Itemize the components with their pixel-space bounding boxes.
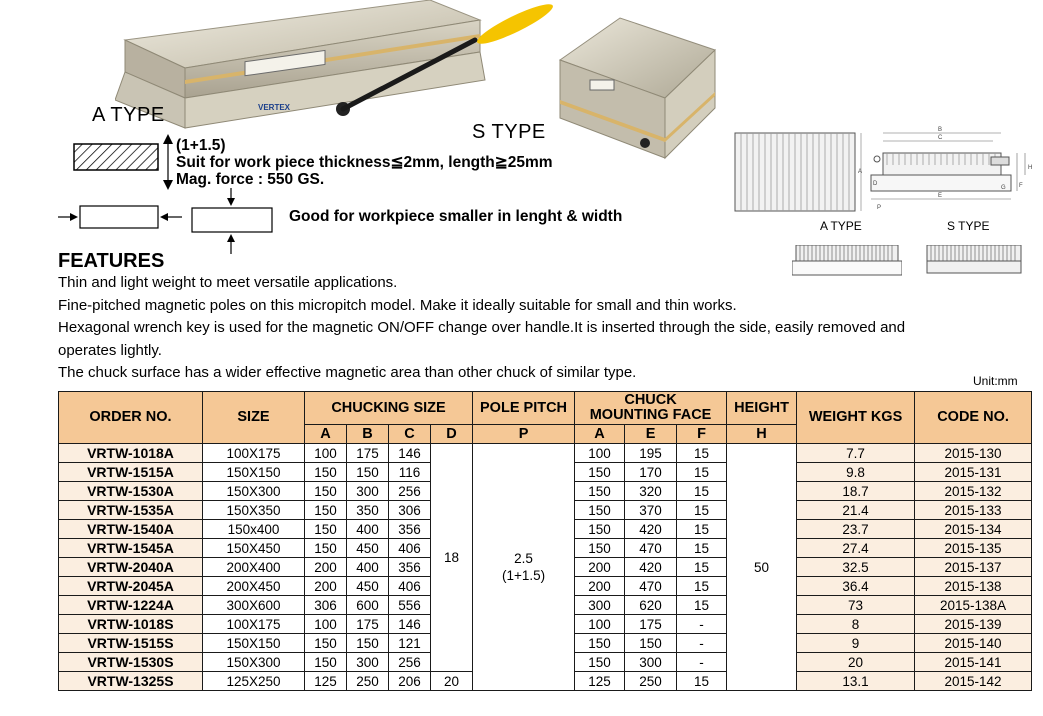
dim-e: E	[938, 193, 943, 199]
cell-chucking-d: 18	[431, 444, 473, 672]
subheader-a: A	[305, 425, 347, 444]
cell-mount-e: 470	[625, 539, 677, 558]
cell-chucking-c: 146	[389, 615, 431, 634]
features-title: FEATURES	[58, 250, 165, 272]
cell-code-no: 2015-140	[915, 634, 1032, 653]
cell-mount-f: 15	[677, 501, 727, 520]
drawing-a-type-label: A TYPE	[820, 219, 862, 233]
cell-code-no: 2015-133	[915, 501, 1032, 520]
cell-weight: 7.7	[797, 444, 915, 463]
cell-mount-a: 150	[575, 463, 625, 482]
cell-code-no: 2015-139	[915, 615, 1032, 634]
cell-weight: 9.8	[797, 463, 915, 482]
cell-chucking-a: 200	[305, 558, 347, 577]
cell-mount-a: 150	[575, 634, 625, 653]
cell-chucking-b: 400	[347, 558, 389, 577]
cell-size: 150X150	[203, 463, 305, 482]
cell-order-no: VRTW-1515S	[59, 634, 203, 653]
cell-chucking-a: 150	[305, 482, 347, 501]
cell-mount-a: 150	[575, 520, 625, 539]
cell-mount-e: 420	[625, 558, 677, 577]
header-size: SIZE	[203, 392, 305, 444]
workpiece-length-icon	[190, 188, 274, 254]
cell-code-no: 2015-131	[915, 463, 1032, 482]
cell-chucking-a: 150	[305, 501, 347, 520]
cell-mount-f: 15	[677, 577, 727, 596]
cell-chucking-b: 250	[347, 672, 389, 691]
header-chucking-size: CHUCKING SIZE	[305, 392, 473, 425]
cell-mount-e: 150	[625, 634, 677, 653]
subheader-mount-e: E	[625, 425, 677, 444]
cell-chucking-d: 20	[431, 672, 473, 691]
cell-mount-f: 15	[677, 444, 727, 463]
cell-mount-e: 620	[625, 596, 677, 615]
cell-order-no: VRTW-1530A	[59, 482, 203, 501]
cell-order-no: VRTW-2045A	[59, 577, 203, 596]
spec-thickness: Suit for work piece thickness≦2mm, length≧25mm	[176, 154, 553, 171]
cell-mount-e: 470	[625, 577, 677, 596]
cell-code-no: 2015-138A	[915, 596, 1032, 615]
cell-chucking-b: 400	[347, 520, 389, 539]
header-code-no: CODE NO.	[915, 392, 1032, 444]
cell-mount-a: 100	[575, 444, 625, 463]
header-pole-pitch: POLE PITCH	[473, 392, 575, 425]
cell-mount-a: 200	[575, 577, 625, 596]
cell-weight: 32.5	[797, 558, 915, 577]
feature-line: Fine-pitched magnetic poles on this micropitch model. Make it ideally suitable for small and thin works.	[58, 296, 737, 314]
cell-mount-a: 200	[575, 558, 625, 577]
cell-mount-a: 100	[575, 615, 625, 634]
spec-table	[58, 391, 1032, 691]
cell-mount-f: 15	[677, 482, 727, 501]
subheader-p: P	[473, 425, 575, 444]
cell-mount-f: 15	[677, 558, 727, 577]
cell-mount-a: 300	[575, 596, 625, 615]
cell-chucking-a: 150	[305, 520, 347, 539]
cell-code-no: 2015-135	[915, 539, 1032, 558]
s-type-profile-icon	[926, 245, 1022, 275]
pole-pitch-detail: (1+1.5)	[501, 568, 546, 583]
workpiece-width-icon	[56, 203, 184, 231]
cell-chucking-a: 100	[305, 444, 347, 463]
cell-chucking-c: 121	[389, 634, 431, 653]
cell-code-no: 2015-132	[915, 482, 1032, 501]
cell-weight: 13.1	[797, 672, 915, 691]
a-type-title: A TYPE	[92, 104, 165, 126]
cell-mount-f: -	[677, 615, 727, 634]
cell-order-no: VRTW-1545A	[59, 539, 203, 558]
cell-height: 50	[727, 444, 797, 691]
drawing-s-type-label: S TYPE	[947, 219, 990, 233]
header-height: HEIGHT	[727, 392, 797, 425]
subheader-h: H	[727, 425, 797, 444]
cell-order-no: VRTW-1018A	[59, 444, 203, 463]
cell-chucking-b: 175	[347, 444, 389, 463]
dimension-drawing	[733, 125, 1038, 220]
cell-code-no: 2015-142	[915, 672, 1032, 691]
cell-mount-e: 195	[625, 444, 677, 463]
cell-mount-a: 125	[575, 672, 625, 691]
cell-mount-f: 15	[677, 672, 727, 691]
cell-mount-f: -	[677, 634, 727, 653]
cell-order-no: VRTW-2040A	[59, 558, 203, 577]
table-row	[59, 444, 1032, 463]
dim-b: B	[938, 127, 943, 133]
cell-chucking-c: 356	[389, 558, 431, 577]
cell-chucking-c: 356	[389, 520, 431, 539]
cell-order-no: VRTW-1535A	[59, 501, 203, 520]
cell-weight: 27.4	[797, 539, 915, 558]
cell-mount-e: 320	[625, 482, 677, 501]
header-order-no: ORDER NO.	[59, 392, 203, 444]
cell-chucking-a: 100	[305, 615, 347, 634]
header-mounting-face-line: MOUNTING FACE	[589, 407, 712, 423]
dim-p: P	[877, 205, 882, 211]
s-type-title: S TYPE	[472, 121, 546, 143]
cell-size: 300X600	[203, 596, 305, 615]
cell-mount-a: 150	[575, 501, 625, 520]
cell-size: 100X175	[203, 615, 305, 634]
header-chuck-mounting-face	[575, 392, 727, 425]
cell-size: 200X450	[203, 577, 305, 596]
cell-weight: 36.4	[797, 577, 915, 596]
cell-size: 200X400	[203, 558, 305, 577]
cell-chucking-a: 150	[305, 539, 347, 558]
spec-pole-pitch: (1+1.5)	[176, 137, 226, 154]
cell-chucking-c: 306	[389, 501, 431, 520]
cell-chucking-a: 306	[305, 596, 347, 615]
cell-mount-e: 420	[625, 520, 677, 539]
cell-mount-a: 150	[575, 539, 625, 558]
cell-chucking-b: 350	[347, 501, 389, 520]
cell-order-no: VRTW-1224A	[59, 596, 203, 615]
cell-pole-pitch	[473, 444, 575, 691]
cell-chucking-a: 150	[305, 634, 347, 653]
cell-chucking-a: 200	[305, 577, 347, 596]
cell-mount-f: 15	[677, 539, 727, 558]
cell-mount-a: 150	[575, 482, 625, 501]
cell-weight: 18.7	[797, 482, 915, 501]
cell-size: 150x400	[203, 520, 305, 539]
cell-order-no: VRTW-1515A	[59, 463, 203, 482]
cell-chucking-b: 450	[347, 539, 389, 558]
cell-chucking-b: 150	[347, 463, 389, 482]
cell-order-no: VRTW-1530S	[59, 653, 203, 672]
feature-line: Hexagonal wrench key is used for the magnetic ON/OFF change over handle.It is inserted through the side, easily removed and	[58, 319, 906, 336]
cell-size: 150X300	[203, 653, 305, 672]
cell-chucking-b: 300	[347, 482, 389, 501]
dim-h: H	[1028, 165, 1033, 171]
cell-weight: 9	[797, 634, 915, 653]
cell-code-no: 2015-138	[915, 577, 1032, 596]
unit-label: Unit:mm	[973, 374, 1018, 388]
header-weight: WEIGHT KGS	[797, 392, 915, 444]
cell-order-no: VRTW-1540A	[59, 520, 203, 539]
cell-mount-e: 170	[625, 463, 677, 482]
header-chuck-line: CHUCK	[624, 392, 677, 408]
dim-c: C	[938, 135, 943, 141]
subheader-mount-a: A	[575, 425, 625, 444]
cell-size: 150X150	[203, 634, 305, 653]
cell-chucking-c: 116	[389, 463, 431, 482]
features-list	[58, 272, 905, 385]
cell-size: 150X300	[203, 482, 305, 501]
dim-a: A	[858, 169, 863, 175]
feature-line: The chuck surface has a wider effective magnetic area than other chuck of similar type.	[58, 364, 637, 381]
cell-chucking-c: 146	[389, 444, 431, 463]
dim-g: G	[1001, 185, 1006, 191]
cell-mount-e: 300	[625, 653, 677, 672]
s-type-chuck-photo	[540, 10, 720, 170]
cell-chucking-c: 256	[389, 653, 431, 672]
cell-chucking-a: 150	[305, 653, 347, 672]
subheader-c: C	[389, 425, 431, 444]
cell-mount-f: -	[677, 653, 727, 672]
cell-order-no: VRTW-1325S	[59, 672, 203, 691]
cell-weight: 21.4	[797, 501, 915, 520]
cell-mount-f: 15	[677, 463, 727, 482]
cell-mount-e: 250	[625, 672, 677, 691]
pole-pitch-value: 2.5	[514, 551, 533, 566]
dim-f: F	[1019, 183, 1023, 189]
cell-chucking-c: 206	[389, 672, 431, 691]
cell-order-no: VRTW-1018S	[59, 615, 203, 634]
cell-size: 125X250	[203, 672, 305, 691]
spec-mag-force: Mag. force : 550 GS.	[176, 171, 325, 188]
subheader-d: D	[431, 425, 473, 444]
thickness-arrow-icon	[160, 134, 176, 190]
cell-chucking-c: 406	[389, 577, 431, 596]
cell-chucking-c: 256	[389, 482, 431, 501]
cell-chucking-a: 150	[305, 463, 347, 482]
cell-chucking-b: 175	[347, 615, 389, 634]
cell-chucking-b: 600	[347, 596, 389, 615]
cell-chucking-b: 450	[347, 577, 389, 596]
cell-mount-f: 15	[677, 520, 727, 539]
cell-mount-a: 150	[575, 653, 625, 672]
feature-line: Thin and light weight to meet versatile applications.	[58, 274, 398, 291]
cell-weight: 20	[797, 653, 915, 672]
cell-code-no: 2015-141	[915, 653, 1032, 672]
cell-mount-f: 15	[677, 596, 727, 615]
subheader-mount-f: F	[677, 425, 727, 444]
cell-chucking-b: 150	[347, 634, 389, 653]
cell-size: 100X175	[203, 444, 305, 463]
cell-weight: 73	[797, 596, 915, 615]
cell-weight: 8	[797, 615, 915, 634]
cell-chucking-c: 406	[389, 539, 431, 558]
subheader-b: B	[347, 425, 389, 444]
feature-line: operates lightly.	[58, 341, 162, 359]
cell-mount-e: 175	[625, 615, 677, 634]
dim-d: D	[873, 181, 878, 187]
cell-code-no: 2015-137	[915, 558, 1032, 577]
cell-code-no: 2015-134	[915, 520, 1032, 539]
cell-code-no: 2015-130	[915, 444, 1032, 463]
cell-size: 150X350	[203, 501, 305, 520]
cell-weight: 23.7	[797, 520, 915, 539]
cell-size: 150X450	[203, 539, 305, 558]
cell-chucking-a: 125	[305, 672, 347, 691]
hatched-workpiece-icon	[73, 143, 159, 171]
a-type-chuck-photo	[115, 0, 565, 135]
cell-chucking-b: 300	[347, 653, 389, 672]
cell-mount-e: 370	[625, 501, 677, 520]
workpiece-note: Good for workpiece smaller in lenght & width	[289, 208, 623, 225]
brand-label: VERTEX	[258, 103, 291, 112]
cell-chucking-c: 556	[389, 596, 431, 615]
